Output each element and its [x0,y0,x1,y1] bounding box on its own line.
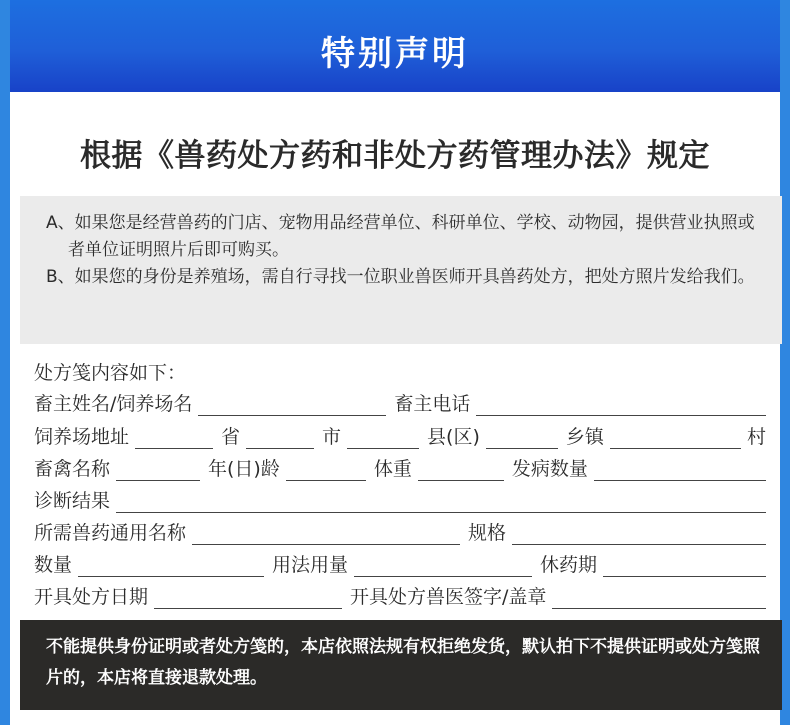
town-blank [486,428,558,449]
footer-notice [20,620,782,710]
owner-name-blank [198,395,386,416]
diagnosis-label: 诊断结果 [34,490,111,512]
form-row-quantity [34,547,766,577]
form-row-animal [34,451,766,481]
dosage-blank [354,556,532,577]
withdrawal-label: 休药期 [540,554,598,576]
animal-name-label: 畜禽名称 [34,458,111,480]
city-blank [246,428,314,449]
disease-count-label: 发病数量 [511,458,588,480]
footer-text: 不能提供身份证明或者处方笺的，本店依照法规有权拒绝发货，默认拍下不提供证明或处方笺照片的，本店将直接退款处理。 [46,637,760,688]
town-label: 乡镇 [565,426,604,448]
spec-blank [512,524,766,545]
note-a: A、如果您是经营兽药的门店、宠物用品经营单位、科研单位、学校、动物园，提供营业执照或者单位证明照片后即可购买。 [46,213,755,260]
age-blank [286,460,366,481]
weight-blank [418,460,504,481]
issue-date-label: 开具处方日期 [34,586,149,608]
form-row-drug [34,515,766,545]
quantity-blank [78,556,264,577]
owner-name-label: 畜主姓名/饲养场名 [34,393,193,415]
animal-name-blank [116,460,200,481]
village-blank [610,428,741,449]
withdrawal-blank [603,556,766,577]
county-label: 县(区) [427,426,480,448]
spec-label: 规格 [468,522,507,544]
province-blank [135,428,213,449]
province-label: 省 [221,426,241,448]
quantity-label: 数量 [34,554,73,576]
form-row-diagnosis [34,483,766,513]
vet-signature-blank [552,588,766,609]
page-frame [10,0,780,725]
drug-name-blank [192,524,460,545]
form-row-address [34,419,766,449]
owner-phone-blank [476,395,766,416]
age-label: 年(日)龄 [208,458,280,480]
banner [10,0,780,92]
village-label: 村 [746,426,766,448]
county-blank [347,428,419,449]
disease-count-blank [594,460,766,481]
notes-box [20,196,782,344]
city-label: 市 [322,426,342,448]
diagnosis-blank [116,492,766,513]
form-title: 处方笺内容如下： [34,362,187,384]
drug-name-label: 所需兽药通用名称 [34,522,187,544]
banner-title: 特别声明 [321,34,469,74]
farm-address-label: 饲养场地址 [34,426,130,448]
note-b: B、如果您的身份是养殖场，需自行寻找一位职业兽医师开具兽药处方，把处方照片发给我们。 [46,267,755,287]
dosage-label: 用法用量 [272,554,349,576]
issue-date-blank [154,588,342,609]
form-row-owner [34,386,766,416]
form-row-date [34,579,766,609]
weight-label: 体重 [373,458,412,480]
vet-signature-label: 开具处方兽医签字/盖章 [350,586,547,608]
regulation-heading: 根据《兽药处方药和非处方药管理办法》规定 [80,138,710,174]
owner-phone-label: 畜主电话 [394,393,471,415]
